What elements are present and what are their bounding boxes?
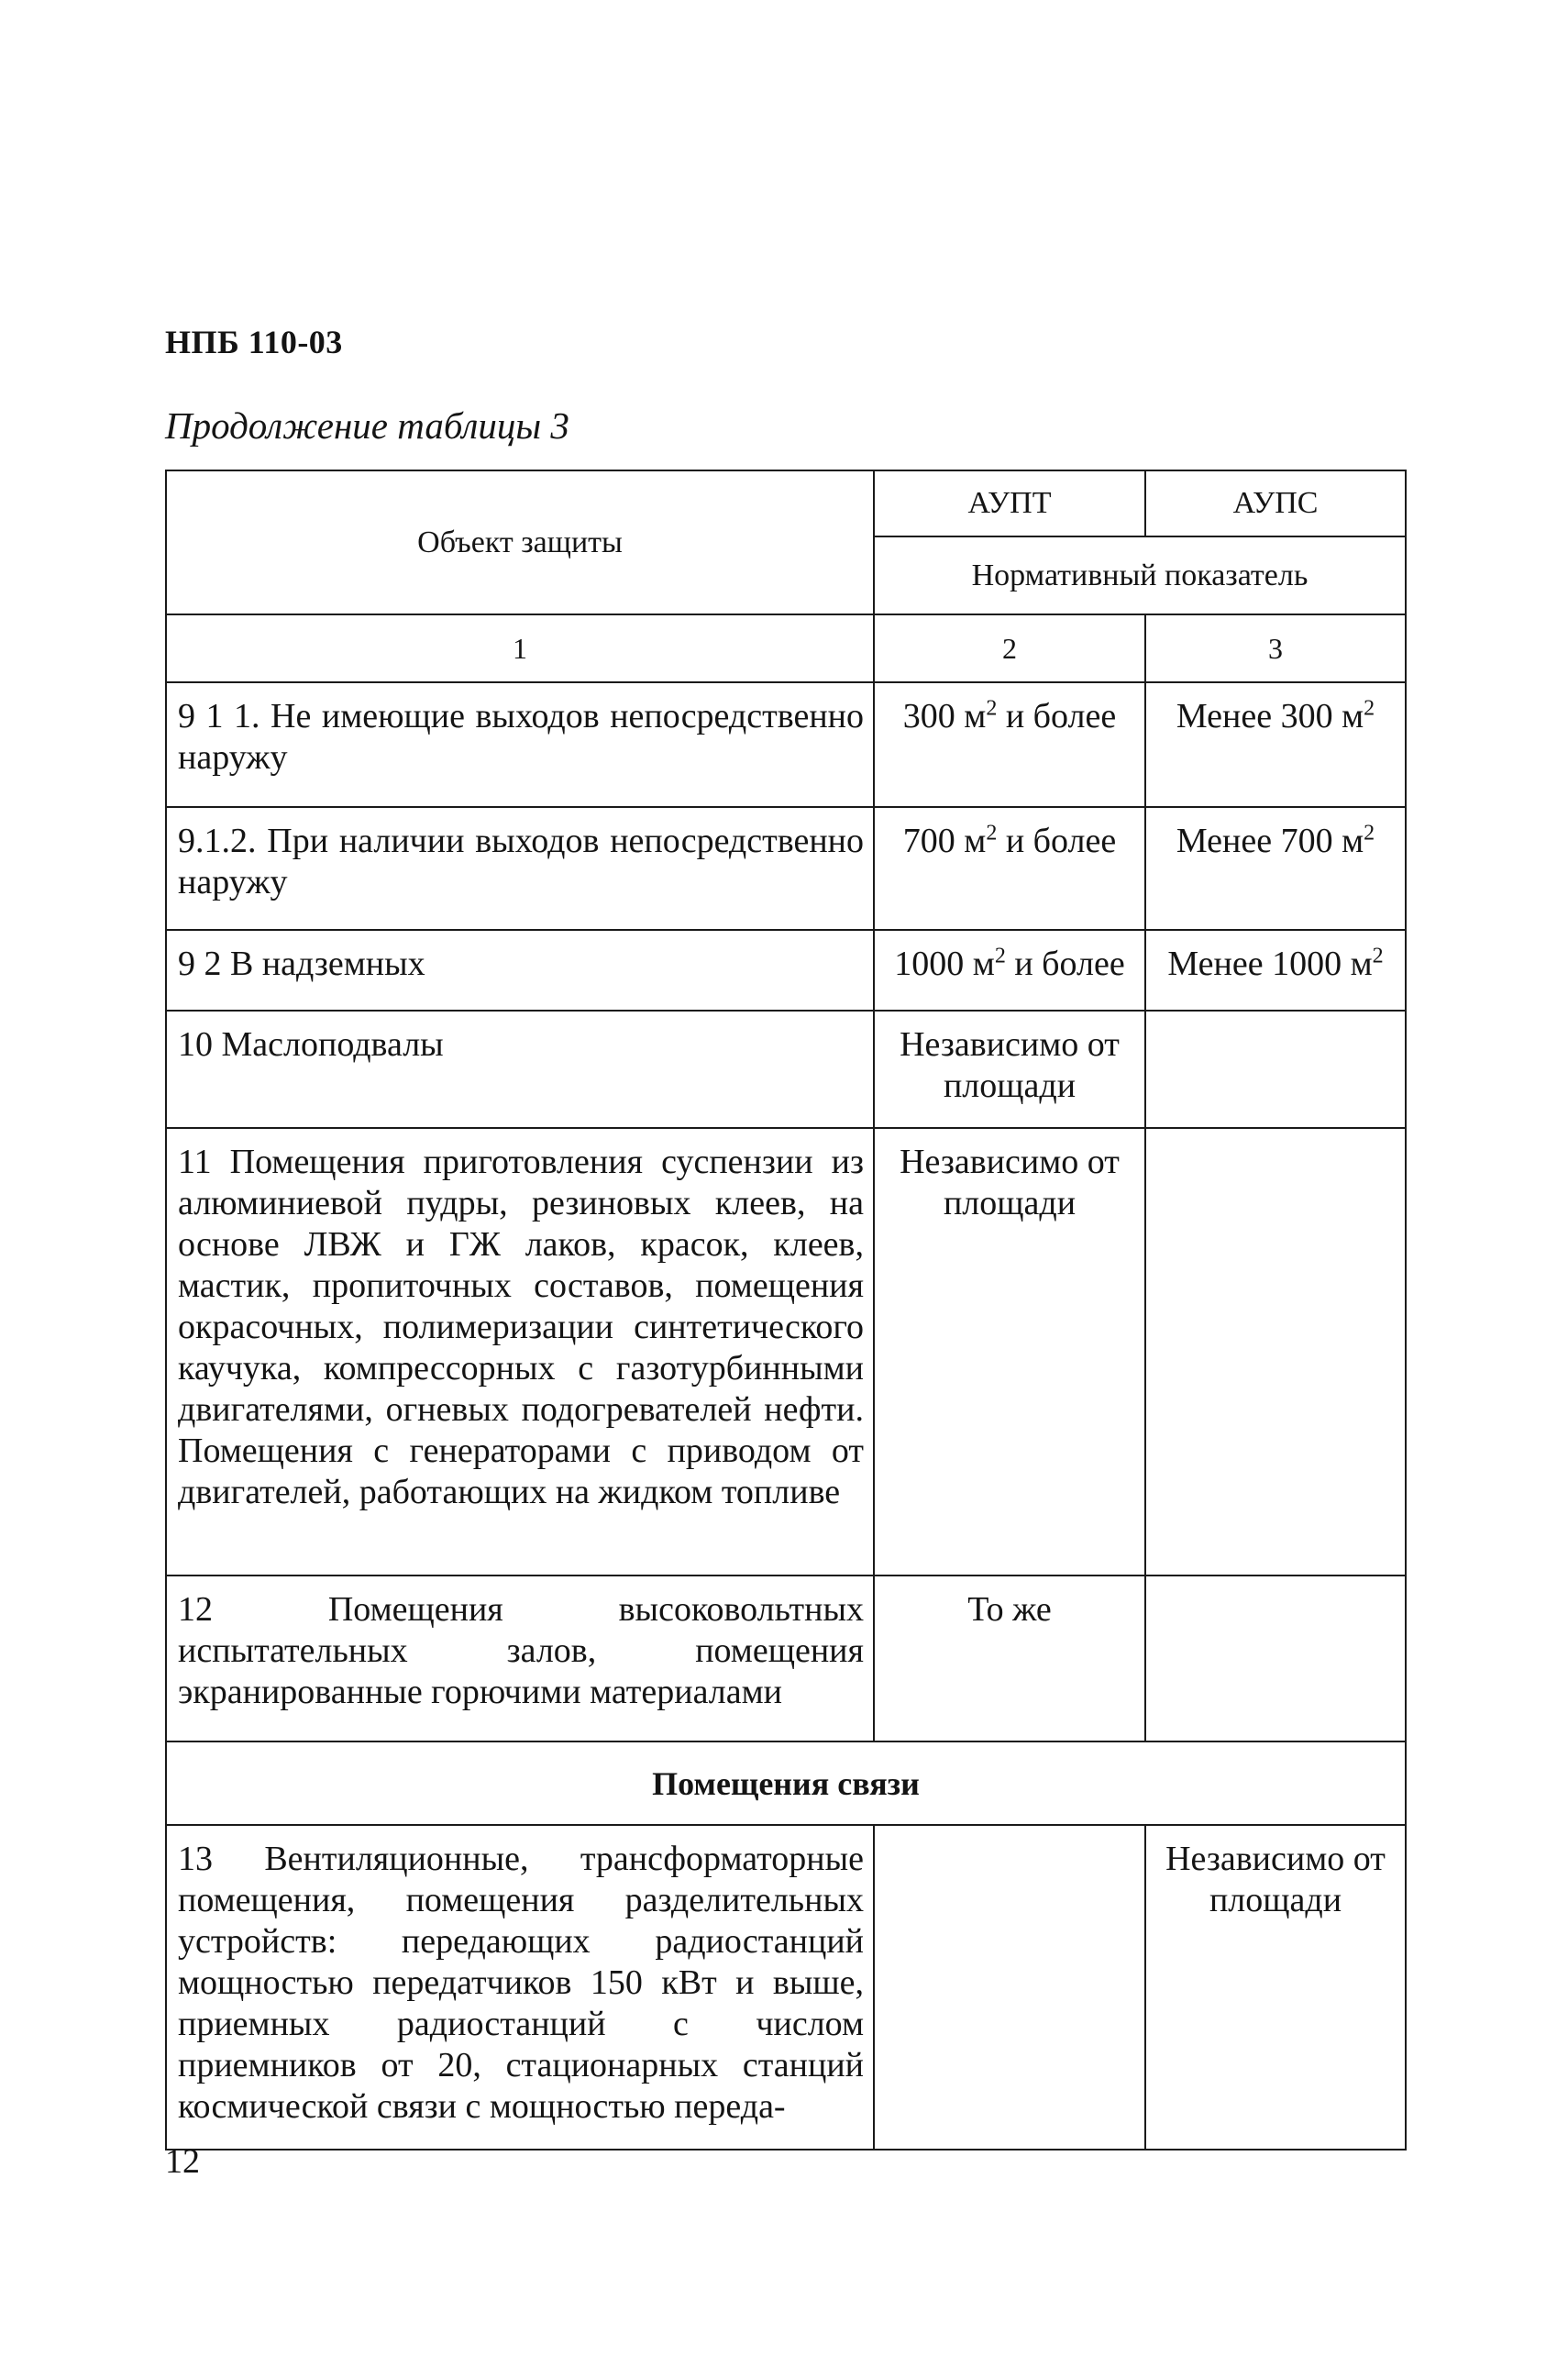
aupt-value-tail: и более	[1005, 945, 1125, 983]
row-aupt	[874, 682, 1145, 807]
aupt-unit-exponent: 2	[986, 821, 998, 846]
row-aupt: То же	[874, 1576, 1145, 1741]
row-aups	[1145, 807, 1406, 930]
row-aups	[1145, 930, 1406, 1011]
header-row-1	[166, 470, 1406, 536]
aupt-value-tail: и более	[997, 697, 1117, 735]
aupt-value: 700 м	[902, 822, 987, 860]
row-object: 12 Помещения высоковольтных испытательных залов, помещения экранированные горючими материалами	[166, 1576, 874, 1741]
column-numbers-row	[166, 614, 1406, 682]
row-aups: Независимо от площади	[1145, 1825, 1406, 2150]
row-object: 10 Маслоподвалы	[166, 1011, 874, 1128]
table-row	[166, 682, 1406, 807]
header-aups: АУПС	[1145, 470, 1406, 536]
aupt-value-tail: и более	[997, 822, 1117, 860]
row-aups	[1145, 682, 1406, 807]
aupt-value: 1000 м	[894, 945, 995, 983]
row-aupt: Независимо от площади	[874, 1011, 1145, 1128]
norms-table	[165, 470, 1407, 2150]
row-aups	[1145, 1011, 1406, 1128]
document-code: НПБ 110-03	[165, 324, 343, 360]
row-object: 9 1 1. Не имеющие выходов непосредственно наружу	[166, 682, 874, 807]
column-number-1: 1	[166, 614, 874, 682]
section-header-row	[166, 1741, 1406, 1825]
table-row	[166, 1128, 1406, 1576]
section-title: Помещения связи	[166, 1741, 1406, 1825]
aups-unit-exponent: 2	[1364, 696, 1375, 721]
row-aups	[1145, 1576, 1406, 1741]
table-row	[166, 1011, 1406, 1128]
table-caption: Продолжение таблицы 3	[165, 404, 569, 447]
table-row	[166, 1576, 1406, 1741]
page-number: 12	[165, 2142, 200, 2181]
aups-unit-exponent: 2	[1372, 944, 1384, 968]
row-aupt: Независимо от площади	[874, 1128, 1145, 1576]
column-number-2: 2	[874, 614, 1145, 682]
row-object: 9.1.2. При наличии выходов непосредственно наружу	[166, 807, 874, 930]
row-aupt	[874, 807, 1145, 930]
aupt-unit-exponent: 2	[986, 696, 998, 721]
row-object: 13 Вентиляционные, трансформаторные помещения, помещения разделительных устройств: передающих радиостанций мощностью передатчиков 150 кВт и выше, приемных радиостанций с числом приемников от 20, стационарных станций космической связи с мощностью переда-	[166, 1825, 874, 2150]
row-object: 9 2 В надземных	[166, 930, 874, 1011]
aupt-value: 300 м	[902, 697, 987, 735]
header-normative: Нормативный показатель	[874, 536, 1406, 614]
row-aupt	[874, 1825, 1145, 2150]
aups-value: Менее 300 м	[1176, 697, 1364, 735]
column-number-3: 3	[1145, 614, 1406, 682]
table-row	[166, 807, 1406, 930]
header-object: Объект защиты	[166, 470, 874, 614]
aups-value: Менее 700 м	[1176, 822, 1364, 860]
aups-unit-exponent: 2	[1364, 821, 1375, 846]
header-aupt: АУПТ	[874, 470, 1145, 536]
table-row	[166, 930, 1406, 1011]
row-object: 11 Помещения приготовления суспензии из алюминиевой пудры, резиновых клеев, на основе ЛВЖ и ГЖ лаков, красок, клеев, мастик, пропиточных составов, помещения окрасочных, полимеризации синтетического каучука, компрессорных с газотурбинными двигателями, огневых подогревателей нефти. Помещения с генераторами с приводом от двигателей, работающих на жидком топливе	[166, 1128, 874, 1576]
aups-value: Менее 1000 м	[1167, 945, 1373, 983]
row-aupt	[874, 930, 1145, 1011]
table-row	[166, 1825, 1406, 2150]
aupt-unit-exponent: 2	[994, 944, 1006, 968]
row-aups	[1145, 1128, 1406, 1576]
